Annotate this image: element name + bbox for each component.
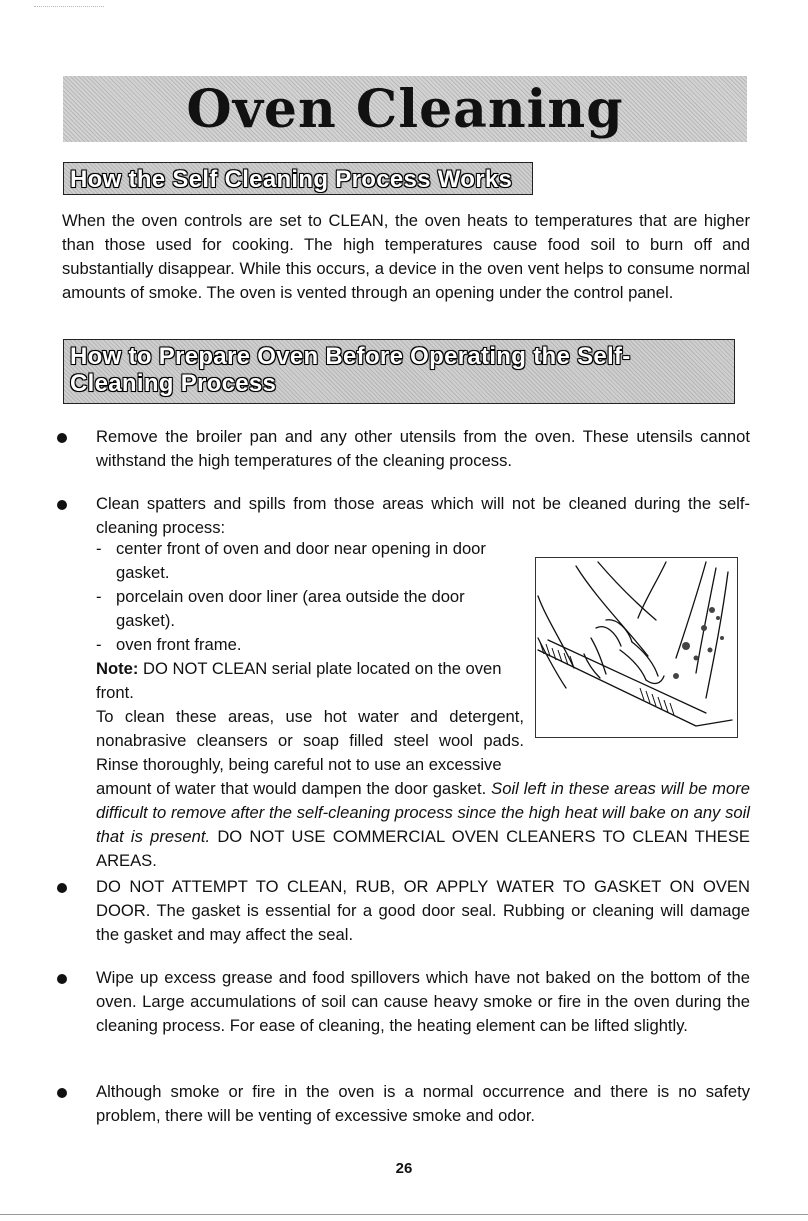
cleaning-warning-caps: DO NOT USE COMMERCIAL OVEN CLEANERS TO CLEAN THESE AREAS. — [96, 827, 750, 870]
list-item-text: Clean spatters and spills from those areas which will not be cleaned during the self-cleaning process: — [96, 494, 750, 537]
sub-item-text: center front of oven and door near opening in door gasket. — [116, 539, 486, 582]
page-title: Oven Cleaning — [186, 79, 624, 140]
bullet-icon — [57, 974, 67, 984]
cleaning-instructions — [96, 705, 750, 873]
sub-list-item — [96, 585, 516, 633]
dash-marker: - — [96, 587, 102, 606]
bullet-icon — [57, 500, 67, 510]
list-item — [57, 875, 750, 947]
note-text: DO NOT CLEAN serial plate located on the oven front. — [96, 659, 502, 702]
intro-paragraph: When the oven controls are set to CLEAN, the oven heats to temperatures that are higher than those used for cooking. The high temperatures cause food soil to burn off and substantially disappear. While this occurs, a device in the oven vent helps to consume normal amounts of smoke. The oven is vented through an opening under the control panel. — [62, 211, 750, 302]
list-item — [57, 492, 750, 540]
cleaning-warning-italic: Soil left in these areas will be more difficult to remove after the self-cleaning process since the high heat will bake on any soil that is present. — [96, 779, 750, 846]
bullet-icon — [57, 433, 67, 443]
cleaning-text-wide: amount of water that would dampen the door gasket. — [96, 779, 487, 798]
title-banner — [63, 76, 747, 142]
section-heading-prepare-oven: How to Prepare Oven Before Operating the Self-Cleaning Process — [63, 339, 735, 404]
page-number: 26 — [395, 1160, 413, 1177]
list-item — [57, 966, 750, 1038]
dash-marker: - — [96, 539, 102, 558]
scan-marks — [34, 6, 104, 11]
list-item-text: Remove the broiler pan and any other utensils from the oven. These utensils cannot withstand the high temperatures of the cleaning process. — [96, 427, 750, 470]
dash-marker: - — [96, 635, 102, 654]
bottom-border — [0, 1214, 808, 1215]
bullet-icon — [57, 1088, 67, 1098]
sub-item-text: oven front frame. — [116, 635, 242, 654]
list-item — [57, 1080, 750, 1128]
bullet-icon — [57, 883, 67, 893]
list-item-text: DO NOT ATTEMPT TO CLEAN, RUB, OR APPLY WATER TO GASKET ON OVEN DOOR. The gasket is essential for a good door seal. Rubbing or cleaning will damage the gasket and may affect the seal. — [96, 877, 750, 944]
section-heading-how-it-works: How the Self Cleaning Process Works — [63, 162, 533, 195]
list-item-text: Wipe up excess grease and food spillovers which have not baked on the bottom of the oven. Large accumulations of soil can cause heavy smoke or fire in the oven during the cleaning process. For ease of cleaning, the heating element can be lifted slightly. — [96, 968, 750, 1035]
sub-list-item — [96, 537, 516, 585]
sub-list-item — [96, 633, 516, 657]
cleaning-text-narrow: To clean these areas, use hot water and detergent, nonabrasive cleansers or soap filled steel wool pads. Rinse thoroughly, being careful not to use an excessive — [96, 707, 524, 774]
sub-item-text: porcelain oven door liner (area outside the door gasket). — [116, 587, 465, 630]
list-item-text: Although smoke or fire in the oven is a normal occurrence and there is no safety problem, there will be venting of excessive smoke and odor. — [96, 1082, 750, 1125]
note — [96, 657, 506, 705]
list-item — [57, 425, 750, 473]
note-label: Note: — [96, 659, 139, 678]
